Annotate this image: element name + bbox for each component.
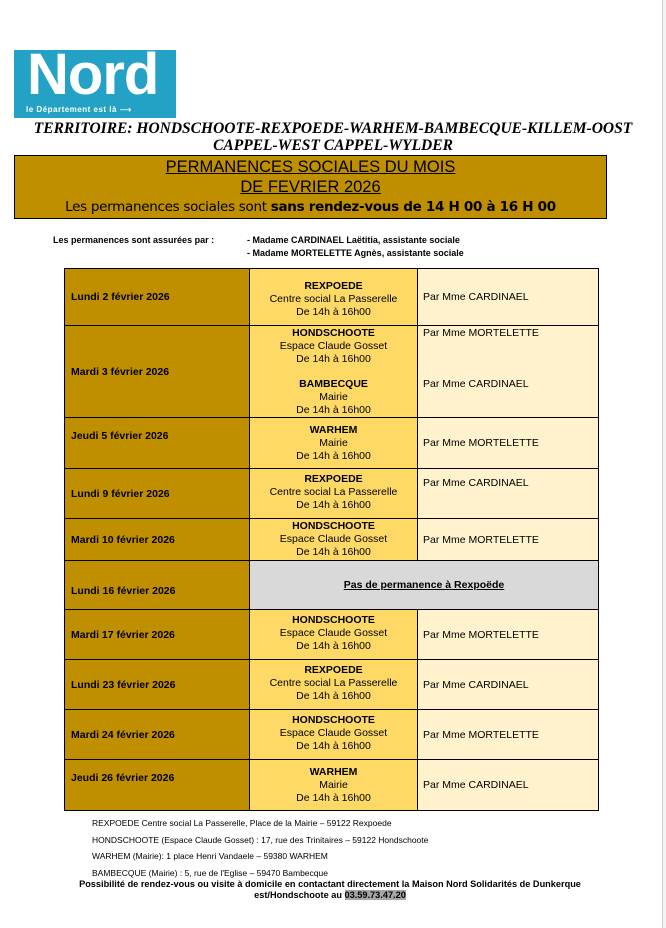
table-row [65,418,599,469]
table-row [65,710,599,760]
location-cell: WARHEM Mairie De 14h à 16h00 [250,760,418,811]
agent-line-2: - Madame MORTELETTE Agnès, assistante sociale [247,248,464,258]
location-cell: REXPOEDE Centre social La Passerelle De 14h à 16h00 [250,469,418,519]
territoire-line-1: TERRITOIRE: HONDSCHOOTE-REXPOEDE-WARHEM-BAMBECQUE-KILLEM-OOST [33,120,633,137]
date-cell: Lundi 23 février 2026 [65,660,250,710]
agent-cell: Par Mme MORTELETTE [418,418,599,469]
date-cell: Lundi 2 février 2026 [65,269,250,326]
table-row [65,561,599,610]
agent-cell: Par Mme CARDINAEL [418,660,599,710]
location-cell: HONDSCHOOTE Espace Claude Gosset De 14h à 16h00 [250,610,418,660]
date-cell: Jeudi 5 février 2026 [65,418,250,469]
location-cell: REXPOEDE Centre social La Passerelle De 14h à 16h00 [250,269,418,326]
table-row [65,660,599,710]
location-cell: HONDSCHOOTE Espace Claude Gosset De 14h à 16h00 [250,710,418,760]
agent-cell: Par Mme MORTELETTE Par Mme CARDINAEL [418,326,599,418]
agent-name: CARDINAEL [291,235,344,245]
table-row [65,760,599,811]
agent-name: MORTELETTE [291,248,353,258]
date-cell: Mardi 17 février 2026 [65,610,250,660]
banner-subtitle-plain: Les permanences sociales sont [65,199,271,215]
territoire-line-2: CAPPEL-WEST CAPPEL-WYLDER [213,137,453,154]
location-cell: HONDSCHOOTE Espace Claude Gosset De 14h à 16h00 BAMBECQUE Mairie De 14h à 16h00 [250,326,418,418]
date-cell: Lundi 16 février 2026 [65,561,250,610]
nord-logo [14,42,176,118]
address-warhem: WARHEM (Mairie): 1 place Henri Vandaele – 59380 WARHEM [92,851,328,861]
agent-cell: Par Mme MORTELETTE [418,710,599,760]
agent-cell: Par Mme CARDINAEL [418,269,599,326]
agent-line-1: - Madame CARDINAEL Laëtitia, assistante sociale [247,235,460,245]
banner-title-1: PERMANENCES SOCIALES DU MOIS [165,158,456,176]
contact-footer [20,879,640,901]
banner-subtitle [15,197,606,217]
banner-subtitle-bold: sans rendez-vous de 14 H 00 à 16 H 00 [270,199,556,215]
table-row [65,519,599,561]
agent-cell: Par Mme CARDINAEL [418,760,599,811]
location-cell: WARHEM Mairie De 14h à 16h00 [250,418,418,469]
footer-line-2: est/Hondschoote au 03.59.73.47.20 [254,890,406,900]
date-cell: Jeudi 26 février 2026 [65,760,250,811]
assurees-label: Les permanences sont assurées par : [53,235,215,245]
agent-cell: Par Mme MORTELETTE [418,519,599,561]
location-cell: REXPOEDE Centre social La Passerelle De 14h à 16h00 [250,660,418,710]
territoire-heading [0,120,666,154]
banner-title-2: DE FEVRIER 2026 [240,178,381,196]
agent-cell: Par Mme CARDINAEL [418,469,599,519]
table-row [65,269,599,326]
phone-number: 03.59.73.47.20 [344,890,406,900]
date-cell: Mardi 24 février 2026 [65,710,250,760]
agent-cell: Par Mme MORTELETTE [418,610,599,660]
date-cell: Lundi 9 février 2026 [65,469,250,519]
no-permanence-cell: Pas de permanence à Rexpoëde [250,561,599,610]
schedule-table [64,268,599,811]
table-row [65,610,599,660]
address-hondschoote: HONDSCHOOTE (Espace Claude Gosset) : 17, rue des Trinitaires – 59122 Hondschoote [92,834,429,845]
address-list [92,815,428,881]
title-banner [14,155,607,219]
location-cell: HONDSCHOOTE Espace Claude Gosset De 14h à 16h00 [250,519,418,561]
address-bambecque: BAMBECQUE (Mairie) : 5, rue de l'Eglise – 59470 Bambecque [92,867,328,878]
date-cell: Mardi 3 février 2026 [65,326,250,418]
logo-tagline: le Département est là ⟶ [26,105,132,114]
date-cell: Mardi 10 février 2026 [65,519,250,561]
table-row [65,326,599,418]
table-row [65,469,599,519]
address-rexpoede: REXPOEDE Centre social La Passerelle, Place de la Mairie – 59122 Rexpoede [92,818,392,828]
footer-line-1: Possibilité de rendez-vous ou visite à domicile en contactant directement la Maison Nord Solidarités de Dunkerque [79,879,581,889]
logo-word: Nord [27,42,159,107]
